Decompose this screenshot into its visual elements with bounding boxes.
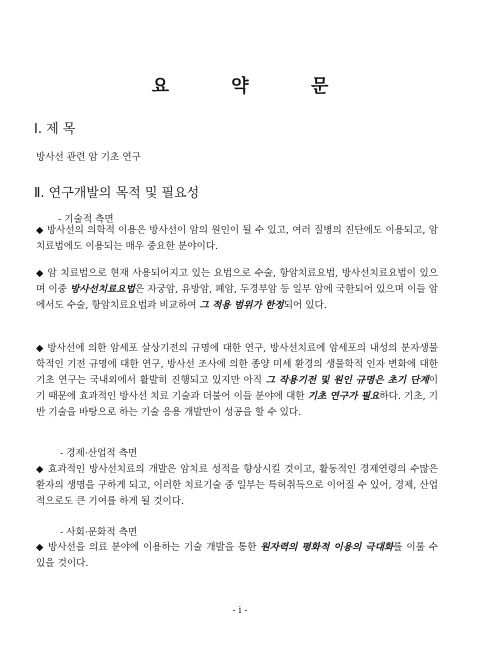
paragraph-text: ◆ 방사선의 의학적 이용은 방사선이 암의 원인이 될 수 있고, 여러 질병의 진단에도 이용되고, 암 치료법에도 이용되는 매우 중요한 분야이다. [36,225,438,252]
emphasis-text: 그 작용기전 및 원인 규명은 초기 단계 [265,375,429,386]
page-title: 요 약 문 [151,76,357,97]
page-number: - i - [232,606,248,616]
paragraph-text: 를 이룰 수 있을 것이다. [36,542,439,569]
section-heading-purpose: Ⅱ. 연구개발의 목적 및 필요성 [34,186,200,201]
paragraph-technical-2 [36,266,438,314]
emphasis-text: 그 적용 범위가 한정 [199,300,284,311]
paragraph-economic-1 [36,462,438,510]
emphasis-text: 방사선치료요법 [70,284,135,295]
paragraph-text: 이기 때문에 효과적인 방사선 치료 기술과 더불어 이들 분야에 대한 [36,375,439,402]
paragraph-technical-1 [36,223,438,255]
subsection-label-technical: - 기술적 측면 [58,214,114,225]
project-title-text: 방사선 관련 암 기초 연구 [36,152,141,163]
paragraph-text: ◆ 효과적인 방사선치료의 개발은 암치료 성적을 향상시킬 것이고, 활동적인 경제연령의 수많은 환자의 생명을 구하게 되고, 이러한 치료기술 중 일부는 특허취득으로 이어질 수 있어, 경제, 산업적으로도 큰 기여를 하게 될 것이다. [36,464,438,507]
paragraph-technical-3 [36,341,438,421]
paragraph-text: 은 자궁암, 유방암, 폐암, 두경부암 등 일부 암에 국한되어 있으며 이들 암에서도 수술, 항암치료요법과 비교하여 [36,284,438,311]
emphasis-text: 원자력의 평화적 이용의 극대화 [260,542,394,553]
emphasis-text: 기초 연구가 필요 [307,391,380,402]
paragraph-text: ◆ 방사선에 의한 암세포 살상기전의 규명에 대한 연구, 방사선치료에 암세포의 내성의 분자생물학적인 기전 규명에 대한 연구, 방사선 조사에 의한 종양 미세 환경의 생물학적 인자 변화에 대한 기초 연구는 국내외에서 활발히 진행되고 있지만 아직 [36,343,438,386]
paragraph-text: ◆ 방사선을 의료 분야에 이용하는 기술 개발을 통한 [36,542,261,553]
paragraph-text: ◆ 암 치료법으로 현재 사용되어지고 있는 요법으로 수술, 항암치료요법, 방사선치료요법이 있으며 이중 [36,268,438,295]
paragraph-text: 되어 있다. [283,300,327,311]
paragraph-text: 하다. 기초, 기반 기술을 바탕으로 하는 기술 응용 개발만이 성공을 할 수 있다. [36,391,438,418]
section-heading-title: Ⅰ. 제 목 [34,122,76,137]
paragraph-social-1 [36,540,438,572]
subsection-label-social: - 사회·문화적 측면 [60,527,138,538]
subsection-label-economic: - 경제·산업적 측면 [60,448,138,459]
